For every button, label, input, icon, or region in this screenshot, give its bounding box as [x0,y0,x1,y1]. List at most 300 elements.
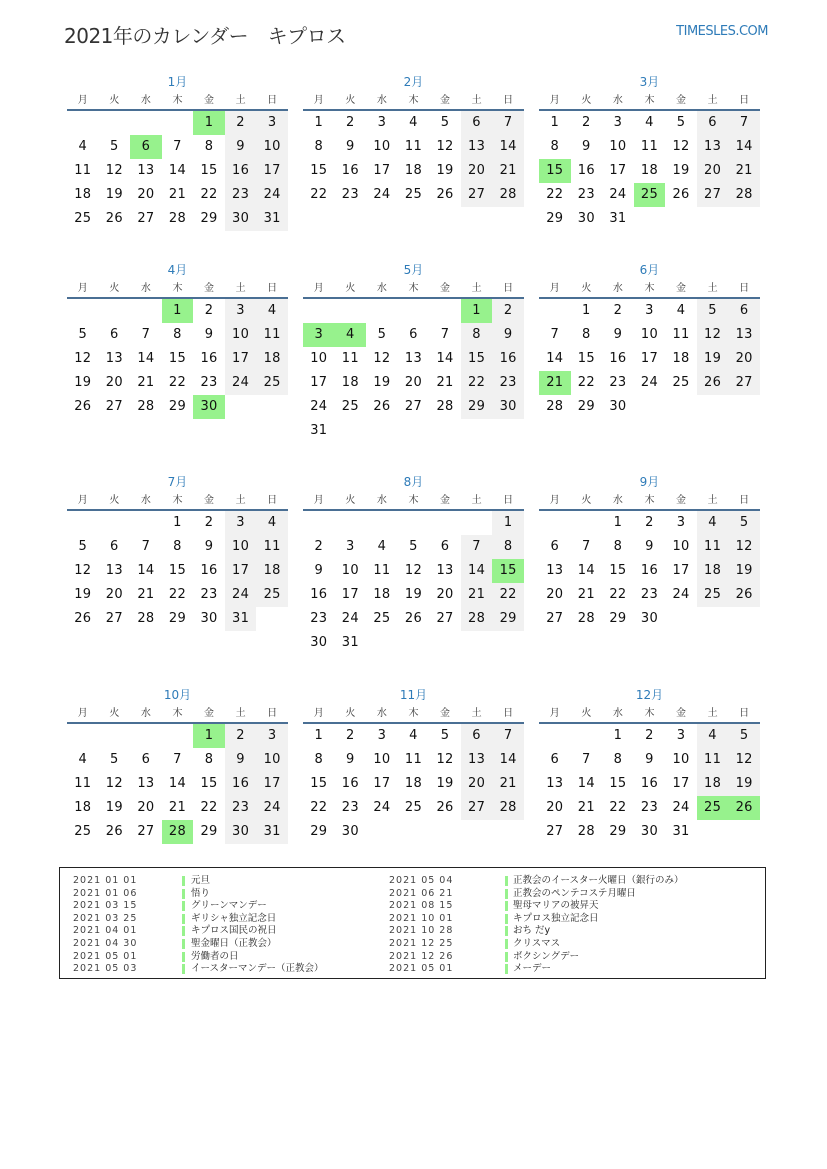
day-cell: 27 [105,611,123,626]
day-cell: 29 [492,607,524,631]
day-cell: 27 [697,183,729,207]
day-cell: 22 [200,187,218,202]
day-cell: 21 [492,772,524,796]
holiday-day-cell: 15 [539,159,571,183]
day-cell: 27 [137,211,155,226]
legend-date: 2021 03 15 [73,900,138,912]
day-cell: 27 [461,796,493,820]
day-cell: 19 [436,163,454,178]
weekday-label: 月 [77,283,88,294]
day-cell: 9 [225,135,257,159]
day-cell: 21 [436,375,454,390]
legend-holiday-name: 悟り [191,887,211,899]
day-cell: 26 [436,187,454,202]
day-cell: 16 [492,347,524,371]
day-cell: 24 [373,187,391,202]
day-cell: 3 [377,728,387,743]
day-cell: 8 [550,139,560,154]
day-cell: 18 [672,351,690,366]
day-cell: 26 [672,187,690,202]
day-cell: 18 [256,347,288,371]
day-cell: 31 [256,820,288,844]
weekday-label: 金 [440,708,451,719]
weekday-label: 月 [549,708,560,719]
day-cell: 24 [225,371,257,395]
day-cell: 22 [168,587,187,602]
weekday-label: 火 [345,95,356,106]
day-cell: 9 [346,752,355,767]
day-cell: 30 [225,820,257,844]
day-cell: 14 [492,748,524,772]
weekday-label: 木 [644,95,655,106]
day-cell: 1 [492,511,524,535]
day-cell: 8 [613,539,623,554]
day-cell: 18 [74,800,92,815]
empty-cell [398,299,430,323]
weekday-label: 金 [676,708,687,719]
day-cell: 16 [310,587,328,602]
day-cell: 15 [609,563,627,578]
day-cell: 2 [613,303,623,318]
day-cell: 12 [373,351,391,366]
legend-date: 2021 05 03 [73,963,138,975]
legend-holiday-name: 正教会のペンテコステ月曜日 [513,887,636,899]
day-cell: 5 [728,511,760,535]
day-cell: 16 [577,163,595,178]
day-cell: 12 [74,563,92,578]
legend-date: 2021 05 01 [389,963,454,975]
day-cell: 8 [314,752,324,767]
day-cell: 20 [728,347,760,371]
weekday-label: 木 [644,495,655,506]
day-cell: 25 [404,800,423,815]
holiday-day-cell: 6 [130,135,162,159]
weekday-label: 木 [644,283,655,294]
empty-cell [130,511,162,535]
legend-marker [182,952,185,962]
day-cell: 28 [168,211,187,226]
day-cell: 8 [492,535,524,559]
day-cell: 11 [74,163,92,178]
day-cell: 30 [492,395,524,419]
days-grid [67,111,288,231]
day-cell: 17 [672,563,690,578]
day-cell: 23 [225,183,257,207]
day-cell: 22 [609,800,627,815]
weekday-label: 金 [676,95,687,106]
month-6 [539,262,760,419]
day-cell: 23 [577,187,595,202]
day-cell: 2 [492,299,524,323]
day-cell: 26 [697,371,729,395]
weekday-label: 土 [707,95,718,106]
day-cell: 22 [577,375,595,390]
day-cell: 1 [582,303,591,318]
holiday-day-cell: 30 [193,395,225,419]
weekday-header [539,94,760,111]
weekday-header [67,282,288,299]
day-cell: 13 [436,563,454,578]
day-cell: 6 [697,111,729,135]
legend-date: 2021 04 01 [73,925,138,937]
days-grid [539,111,760,231]
day-cell: 2 [204,515,214,530]
day-cell: 11 [697,535,729,559]
weekday-label: 土 [235,95,246,106]
day-cell: 12 [105,776,123,791]
month-8 [303,474,524,655]
day-cell: 1 [314,115,324,130]
day-cell: 12 [74,351,92,366]
day-cell: 9 [645,752,654,767]
weekday-label: 日 [739,95,750,106]
day-cell: 9 [582,139,591,154]
legend-marker [505,889,508,899]
weekday-label: 月 [313,95,324,106]
day-cell: 10 [341,563,359,578]
day-cell: 4 [256,511,288,535]
legend-marker [182,914,185,924]
day-cell: 13 [137,163,155,178]
day-cell: 10 [640,327,659,342]
weekday-header [539,707,760,724]
day-cell: 6 [440,539,450,554]
day-cell: 20 [137,800,155,815]
empty-cell [130,299,162,323]
empty-cell [303,511,335,535]
day-cell: 29 [200,211,218,226]
day-cell: 19 [697,347,729,371]
day-cell: 8 [582,327,591,342]
day-cell: 5 [697,299,729,323]
month-2 [303,74,524,207]
day-cell: 18 [256,559,288,583]
weekday-label: 土 [707,708,718,719]
empty-cell [335,511,367,535]
day-cell: 27 [461,183,493,207]
weekday-label: 金 [676,283,687,294]
weekday-label: 金 [204,708,215,719]
day-cell: 22 [310,800,328,815]
legend-date: 2021 10 01 [389,912,454,924]
day-cell: 22 [168,375,187,390]
day-cell: 31 [256,207,288,231]
month-title: 8月 [403,475,424,489]
day-cell: 26 [105,211,123,226]
month-title: 1月 [167,75,188,89]
day-cell: 22 [310,187,328,202]
day-cell: 16 [341,163,359,178]
weekday-label: 木 [172,283,183,294]
weekday-label: 土 [471,708,482,719]
day-cell: 14 [577,563,595,578]
day-cell: 19 [74,375,92,390]
day-cell: 26 [728,583,760,607]
day-cell: 3 [645,303,654,318]
legend-holiday-name: クリスマス [513,937,561,949]
holiday-day-cell: 1 [193,724,225,748]
day-cell: 21 [728,159,760,183]
weekday-label: 月 [77,95,88,106]
day-cell: 2 [645,515,654,530]
days-grid [303,299,524,443]
day-cell: 2 [225,111,257,135]
day-cell: 19 [105,187,123,202]
weekday-label: 火 [345,283,356,294]
day-cell: 15 [310,776,328,791]
day-cell: 21 [168,800,187,815]
day-cell: 3 [613,115,623,130]
weekday-label: 月 [313,495,324,506]
day-cell: 2 [582,115,591,130]
day-cell: 7 [582,539,591,554]
day-cell: 20 [697,159,729,183]
day-cell: 10 [672,752,690,767]
day-cell: 8 [613,752,623,767]
legend-date: 2021 05 01 [73,950,138,962]
legend-marker [182,876,185,886]
weekday-label: 土 [471,495,482,506]
day-cell: 21 [461,583,493,607]
weekday-label: 水 [376,95,387,106]
day-cell: 23 [609,375,627,390]
day-cell: 8 [173,539,182,554]
month-title: 11月 [399,688,428,702]
day-cell: 20 [461,772,493,796]
day-cell: 11 [672,327,690,342]
month-11 [303,687,524,844]
day-cell: 6 [110,539,119,554]
day-cell: 11 [74,776,92,791]
weekday-label: 金 [204,283,215,294]
month-7 [67,474,288,631]
day-cell: 3 [256,724,288,748]
day-cell: 28 [546,399,564,414]
legend-holiday-name: おち だy [513,925,551,937]
day-cell: 26 [105,824,123,839]
day-cell: 8 [314,139,324,154]
day-cell: 12 [728,535,760,559]
day-cell: 2 [314,539,324,554]
day-cell: 9 [204,327,214,342]
empty-cell [539,724,571,748]
day-cell: 24 [373,800,391,815]
day-cell: 9 [346,139,355,154]
day-cell: 30 [200,611,218,626]
day-cell: 8 [204,139,214,154]
day-cell: 5 [78,327,88,342]
legend-holiday-name: イースターマンデー（正教会） [191,963,324,975]
weekday-label: 火 [345,708,356,719]
day-cell: 12 [105,163,123,178]
day-cell: 18 [373,587,391,602]
days-grid [539,299,760,419]
weekday-label: 火 [345,495,356,506]
day-cell: 25 [256,371,288,395]
weekday-label: 月 [549,95,560,106]
weekday-label: 日 [739,495,750,506]
day-cell: 12 [436,139,454,154]
day-cell: 18 [697,772,729,796]
day-cell: 30 [609,399,627,414]
weekday-label: 金 [676,495,687,506]
legend-marker [505,901,508,911]
legend-holiday-name: ボクシングデー [513,950,580,962]
day-cell: 29 [168,611,187,626]
legend-marker [182,964,185,974]
day-cell: 7 [492,724,524,748]
holiday-day-cell: 26 [728,796,760,820]
legend-marker [182,889,185,899]
weekday-label: 火 [581,495,592,506]
day-cell: 15 [609,776,627,791]
weekday-label: 水 [376,495,387,506]
page-title: 2021年のカレンダー キプロス [64,24,346,48]
day-cell: 9 [645,539,654,554]
legend-date: 2021 05 04 [389,875,454,886]
day-cell: 21 [137,375,155,390]
day-cell: 5 [440,115,450,130]
weekday-label: 日 [267,95,278,106]
day-cell: 23 [640,587,659,602]
weekday-label: 金 [440,283,451,294]
days-grid [303,111,524,207]
month-title: 6月 [639,263,660,277]
weekday-header [303,494,524,511]
day-cell: 4 [676,303,686,318]
day-cell: 9 [204,539,214,554]
day-cell: 9 [613,327,623,342]
day-cell: 13 [404,351,423,366]
day-cell: 24 [640,375,659,390]
weekday-header [303,707,524,724]
empty-cell [99,511,131,535]
day-cell: 12 [728,748,760,772]
weekday-label: 日 [503,283,514,294]
day-cell: 24 [672,800,690,815]
weekday-label: 火 [109,283,120,294]
weekday-label: 火 [109,95,120,106]
legend-date: 2021 12 25 [389,937,454,949]
day-cell: 1 [550,115,560,130]
empty-cell [539,299,571,323]
weekday-header [539,494,760,511]
day-cell: 15 [168,351,187,366]
day-cell: 28 [436,399,454,414]
day-cell: 23 [640,800,659,815]
day-cell: 15 [200,163,218,178]
day-cell: 26 [74,399,92,414]
day-cell: 7 [440,327,450,342]
day-cell: 4 [409,728,418,743]
day-cell: 18 [697,559,729,583]
day-cell: 21 [137,587,155,602]
day-cell: 17 [225,347,257,371]
day-cell: 15 [168,563,187,578]
day-cell: 20 [436,587,454,602]
day-cell: 9 [314,563,324,578]
day-cell: 31 [225,607,257,631]
empty-cell [429,511,461,535]
weekday-label: 水 [140,283,151,294]
day-cell: 23 [225,796,257,820]
day-cell: 8 [461,323,493,347]
day-cell: 23 [200,375,218,390]
day-cell: 30 [640,824,659,839]
day-cell: 21 [577,800,595,815]
month-title: 5月 [403,263,424,277]
day-cell: 13 [137,776,155,791]
empty-cell [539,511,571,535]
legend-holiday-name: ギリシャ独立記念日 [191,912,277,924]
day-cell: 12 [697,323,729,347]
holiday-day-cell: 25 [634,183,666,207]
day-cell: 4 [697,724,729,748]
holiday-day-cell: 4 [335,323,367,347]
weekday-header [67,94,288,111]
weekday-label: 木 [172,95,183,106]
day-cell: 26 [74,611,92,626]
weekday-label: 土 [471,283,482,294]
day-cell: 18 [404,163,423,178]
legend-holiday-name: グリーンマンデー [191,900,267,912]
day-cell: 20 [546,800,564,815]
day-cell: 27 [728,371,760,395]
month-title: 10月 [163,688,192,702]
day-cell: 28 [728,183,760,207]
day-cell: 6 [550,752,560,767]
day-cell: 1 [173,515,182,530]
day-cell: 14 [728,135,760,159]
day-cell: 31 [341,635,359,650]
empty-cell [130,111,162,135]
day-cell: 3 [676,515,686,530]
day-cell: 11 [256,323,288,347]
weekday-label: 月 [549,283,560,294]
holiday-day-cell: 1 [461,299,493,323]
weekday-label: 火 [581,95,592,106]
days-grid [303,511,524,655]
day-cell: 5 [110,752,119,767]
day-cell: 22 [200,800,218,815]
day-cell: 10 [225,535,257,559]
legend-date: 2021 01 06 [73,887,138,899]
day-cell: 19 [672,163,690,178]
day-cell: 3 [225,511,257,535]
day-cell: 7 [173,139,182,154]
day-cell: 20 [105,587,123,602]
empty-cell [99,111,131,135]
empty-cell [571,511,603,535]
day-cell: 2 [645,728,654,743]
day-cell: 27 [436,611,454,626]
day-cell: 5 [440,728,450,743]
days-grid [67,724,288,844]
day-cell: 7 [728,111,760,135]
month-title: 3月 [639,75,660,89]
day-cell: 6 [141,752,151,767]
weekday-label: 日 [739,708,750,719]
days-grid [303,724,524,844]
empty-cell [67,724,99,748]
legend-marker [505,939,508,949]
weekday-label: 火 [109,495,120,506]
day-cell: 9 [492,323,524,347]
weekday-header [67,494,288,511]
month-3 [539,74,760,231]
legend-marker [505,914,508,924]
month-title: 12月 [635,688,664,702]
